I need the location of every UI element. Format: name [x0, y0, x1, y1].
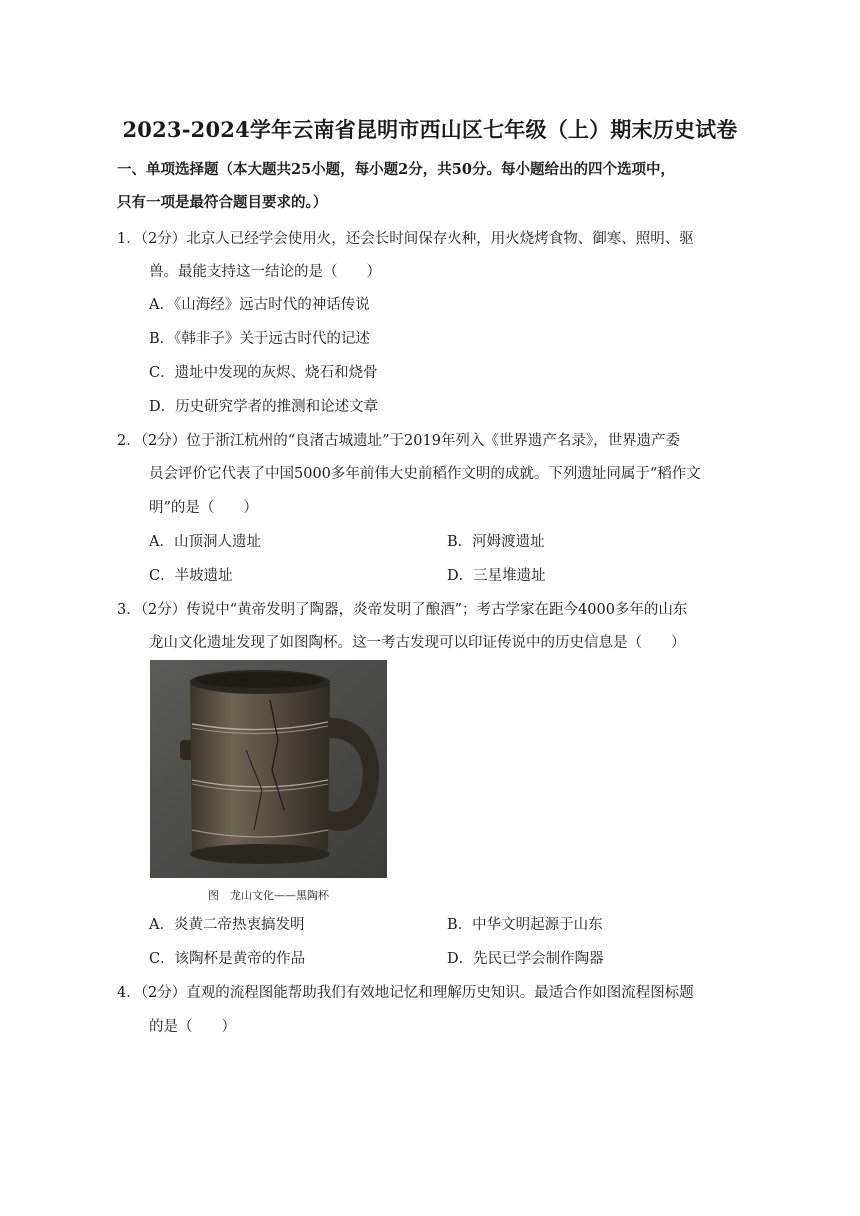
question-2-option-b: B．河姆渡遗址 — [447, 534, 545, 550]
question-2-text-line1: 2．（2分）位于浙江杭州的“良渚古城遗址”于2019年列入《世界遗产名录》，世界遗产委 — [117, 433, 681, 449]
question-3-option-c: C．该陶杯是黄帝的作品 — [149, 951, 306, 967]
question-3-option-b: B．中华文明起源于山东 — [447, 917, 603, 933]
question-4-text-line2: 的是（ ） — [149, 1019, 236, 1035]
question-1-option-c: C．遗址中发现的灰烬、烧石和烧骨 — [149, 365, 378, 381]
question-2-option-a: A．山顶洞人遗址 — [149, 534, 261, 550]
question-2-text-line3: 明”的是（ ） — [149, 500, 258, 516]
section-heading-line2: 只有一项是最符合题目要求的。） — [117, 194, 328, 211]
question-1-text-line2: 兽。最能支持这一结论的是（ ） — [149, 264, 381, 280]
question-2-option-c: C．半坡遗址 — [149, 568, 233, 584]
figure-caption: 图 龙山文化——黑陶杯 — [208, 889, 329, 902]
section-heading-line1: 一、单项选择题（本大题共25小题，每小题2分，共50分。每小题给出的四个选项中， — [117, 161, 675, 178]
question-3-option-d: D．先民已学会制作陶器 — [447, 951, 604, 967]
question-1-option-a: A．《山海经》远古时代的神话传说 — [149, 297, 370, 313]
question-4-text-line1: 4．（2分）直观的流程图能帮助我们有效地记忆和理解历史知识。最适合作如图流程图标题 — [117, 985, 694, 1001]
question-2-text-line2: 员会评价它代表了中国5000多年前伟大史前稻作文明的成就。下列遗址同属于“稻作文 — [149, 466, 701, 482]
question-3-option-a: A．炎黄二帝热衷搞发明 — [149, 917, 305, 933]
black-pottery-cup-photo — [150, 660, 387, 878]
question-3-text-line2: 龙山文化遗址发现了如图陶杯。这一考古发现可以印证传说中的历史信息是（ ） — [149, 635, 686, 651]
exam-title: 2023-2024学年云南省昆明市西山区七年级（上）期末历史试卷 — [122, 117, 738, 142]
question-2-option-d: D．三星堆遗址 — [447, 568, 546, 584]
question-3-text-line1: 3．（2分）传说中“黄帝发明了陶器，炎帝发明了酿酒”；考古学家在距今4000多年的山东 — [117, 602, 688, 618]
question-1-option-b: B．《韩非子》关于远古时代的记述 — [149, 331, 370, 347]
question-1-text-line1: 1．（2分）北京人已经学会使用火，还会长时间保存火种，用火烧烤食物、御寒、照明、驱 — [117, 231, 694, 247]
question-1-option-d: D．历史研究学者的推测和论述文章 — [149, 399, 379, 415]
